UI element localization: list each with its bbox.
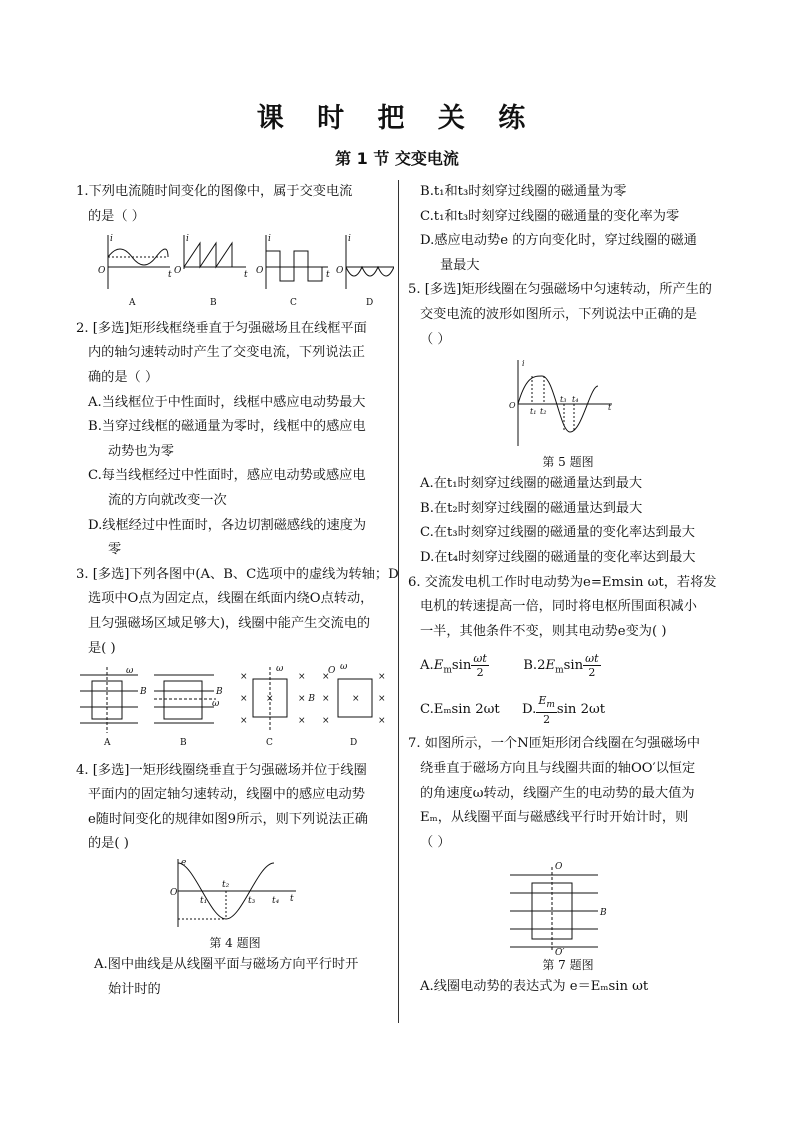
q6-stem-line1: 6. 交流发电机工作时电动势为e=Emsin ωt，若将发 — [408, 574, 717, 590]
q3-stem-line4: 是( ) — [88, 640, 116, 656]
question-3 — [76, 563, 399, 759]
q7-stem-line3: 的角速度ω转动，线圈产生的电动势的最大值为 — [420, 785, 695, 801]
svg-text:O: O — [256, 266, 264, 277]
q6-option-b: $B.2E_m\sin$ $\frac{\omega t}{2}$ — [523, 652, 599, 680]
svg-text:i: i — [522, 359, 525, 369]
svg-text:i: i — [186, 234, 189, 245]
question-6 — [408, 571, 728, 733]
q4-option-d-line2: 量最大 — [440, 257, 480, 273]
question-2 — [76, 317, 394, 563]
q2-option-d-line1: D.线框经过中性面时，各边切割磁感线的速度为 — [88, 517, 367, 533]
svg-text:ω: ω — [126, 666, 134, 677]
svg-text:O: O — [555, 862, 563, 873]
q6-options-cd — [408, 688, 728, 732]
q5-stem-line2: 交变电流的波形如图所示，下列说法中正确的是 — [420, 306, 697, 322]
q2-stem-line3: 确的是（ ） — [88, 369, 159, 385]
q2-stem-line1: 2. [多选]矩形线框绕垂直于匀强磁场且在线框平面 — [76, 320, 367, 336]
q4-figure — [76, 857, 394, 933]
svg-text:t₃: t₃ — [560, 395, 567, 405]
q2-option-c-line2: 流的方向就改变一次 — [108, 492, 227, 508]
svg-text:O: O — [98, 266, 106, 277]
q4-option-c: C.t₁和t₃时刻穿过线圈的磁通量的变化率为零 — [420, 208, 680, 224]
svg-text:O: O — [336, 266, 344, 277]
question-4 — [76, 759, 394, 1003]
svg-text:t: t — [608, 403, 612, 413]
q7-stem-line5: （ ） — [420, 834, 451, 850]
svg-text:×: × — [352, 694, 360, 705]
q6-option-c: C.Eₘsin 2ωt — [420, 702, 500, 718]
svg-text:×: × — [240, 694, 248, 705]
q4-caption: 第 4 题图 — [209, 936, 261, 951]
svg-text:O: O — [170, 888, 178, 899]
svg-text:×: × — [298, 672, 306, 683]
q2-option-d-line2: 零 — [108, 542, 122, 558]
page-title: 课 时 把 关 练 — [256, 103, 538, 134]
q6-option-d: D. $\frac{E_m}{2}$ sin 2ωt — [522, 693, 606, 726]
q4-option-d-line1: D.感应电动势e 的方向变化时，穿过线圈的磁通 — [420, 233, 697, 249]
svg-text:× B: × B — [298, 694, 316, 705]
question-1 — [76, 180, 394, 319]
q5-option-d: D.在t₄时刻穿过线圈的磁通量的变化率达到最大 — [420, 549, 696, 565]
q5-option-a: A.在t₁时刻穿过线圈的磁通量达到最大 — [420, 476, 643, 492]
svg-text:×: × — [266, 694, 274, 705]
q1-label-c: C — [290, 298, 297, 309]
q3-figure — [76, 661, 394, 759]
svg-text:i: i — [348, 234, 351, 245]
q6-option-a: $A.E_m\sin$ $\frac{\omega t}{2}$ — [420, 652, 487, 680]
q7-stem-line4: Eₘ，从线圈平面与磁感线平行时开始计时，则 — [420, 810, 689, 826]
q3-label-a: A — [104, 738, 111, 749]
right-column — [408, 180, 728, 1000]
q1-figure — [76, 229, 394, 319]
q3-stem-line3: 且匀强磁场区域足够大)，线圈中能产生交流电的 — [88, 615, 371, 631]
q1-label-d: D — [366, 298, 374, 309]
svg-text:×: × — [322, 694, 330, 705]
q5-stem-line3: （ ） — [420, 331, 451, 347]
q6-stem-line2: 电机的转速提高一倍，同时将电枢所围面积减小 — [420, 599, 697, 615]
svg-text:×: × — [378, 716, 386, 727]
q2-stem-line2: 内的轴匀速转动时产生了交变电流，下列说法正 — [88, 345, 365, 361]
svg-text:×: × — [378, 694, 386, 705]
q1-graphs-svg — [76, 229, 394, 309]
svg-text:ω: ω — [212, 699, 220, 710]
q3-label-b: B — [180, 738, 187, 749]
q5-option-b: B.在t₂时刻穿过线圈的磁通量达到最大 — [420, 500, 643, 516]
svg-text:t₄: t₄ — [572, 395, 579, 405]
question-7 — [408, 732, 728, 1000]
q5-option-c: C.在t₃时刻穿过线圈的磁通量的变化率达到最大 — [420, 525, 695, 541]
svg-text:t: t — [168, 270, 172, 281]
q4-option-a-line2: 始计时的 — [108, 981, 161, 997]
svg-text:O′: O′ — [555, 948, 565, 956]
q2-option-b-line1: B.当穿过线框的磁通量为零时，线框中的感应电 — [88, 419, 366, 435]
q2-option-a: A.当线框位于中性面时，线框中感应电动势最大 — [88, 394, 366, 410]
svg-text:t₄: t₄ — [272, 896, 280, 907]
section-subtitle: 第 1 节 交变电流 — [335, 149, 459, 168]
q7-stem-line2: 绕垂直于磁场方向且与线圈共面的轴OO′以恒定 — [420, 760, 696, 776]
q3-stem-line1: 3. [多选]下列各图中(A、B、C选项中的虚线为转轴；D — [76, 566, 399, 582]
svg-text:t₃: t₃ — [248, 896, 256, 907]
q5-figure — [408, 356, 728, 452]
q4-option-a-line1: A.图中曲线是从线圈平面与磁场方向平行时开 — [94, 957, 359, 973]
svg-text:B: B — [216, 687, 223, 698]
svg-text:O: O — [174, 266, 182, 277]
svg-text:t: t — [290, 894, 294, 905]
q7-stem-line1: 7. 如图所示，一个N匝矩形闭合线圈在匀强磁场中 — [408, 736, 701, 752]
q4-graph-svg — [76, 857, 394, 933]
column-divider — [398, 180, 399, 1023]
svg-text:t₂: t₂ — [222, 880, 230, 891]
q4-stem-line2: 平面内的固定轴匀速转动，线圈中的感应电动势 — [88, 787, 365, 803]
svg-text:t₁: t₁ — [530, 407, 537, 417]
svg-text:O: O — [328, 666, 336, 677]
svg-text:t: t — [326, 270, 330, 281]
q3-coils-svg — [76, 661, 394, 749]
svg-text:×: × — [240, 716, 248, 727]
svg-text:e: e — [181, 858, 187, 869]
q5-caption: 第 5 题图 — [542, 455, 594, 470]
q6-options-ab — [408, 644, 728, 688]
q1-label-a: A — [129, 298, 136, 309]
svg-text:×: × — [322, 672, 330, 683]
q7-option-a: A.线圈电动势的表达式为 e＝Eₘsin ωt — [420, 979, 649, 995]
q1-stem-line1: 1.下列电流随时间变化的图像中，属于交变电流 — [76, 184, 353, 199]
svg-text:t: t — [244, 270, 248, 281]
svg-text:B: B — [600, 908, 607, 919]
q3-label-d: D — [350, 738, 358, 749]
svg-text:ω: ω — [340, 662, 348, 673]
q5-stem-line1: 5. [多选]矩形线圈在匀强磁场中匀速转动，所产生的 — [408, 282, 712, 298]
q1-label-b: B — [210, 298, 217, 309]
q7-figure — [408, 859, 728, 955]
q6-stem-line3: 一半，其他条件不变，则其电动势e变为( ) — [420, 623, 667, 639]
q3-label-c: C — [266, 738, 273, 749]
svg-text:i: i — [110, 234, 113, 245]
q2-option-b-line2: 动势也为零 — [108, 443, 174, 459]
svg-text:ω: ω — [276, 664, 284, 675]
svg-text:t₁: t₁ — [200, 896, 208, 907]
q5-graph-svg — [408, 356, 728, 452]
svg-text:i: i — [268, 234, 271, 245]
q1-stem-line2: 的是（ ） — [88, 208, 145, 224]
svg-text:×: × — [378, 672, 386, 683]
q3-stem-line2: 选项中O点为固定点，线圈在纸面内绕O点转动， — [88, 591, 374, 607]
q7-caption: 第 7 题图 — [542, 958, 594, 973]
svg-text:×: × — [240, 672, 248, 683]
svg-text:×: × — [322, 716, 330, 727]
left-column — [76, 180, 399, 1002]
svg-text:B: B — [140, 687, 147, 698]
question-4-continued — [408, 180, 728, 278]
q4-stem-line3: e随时间变化的规律如图9所示，则下列说法正确 — [88, 811, 368, 827]
q4-option-b: B.t₁和t₃时刻穿过线圈的磁通量为零 — [420, 184, 627, 199]
q7-coil-svg — [408, 859, 728, 955]
svg-text:t₂: t₂ — [540, 407, 547, 417]
q2-option-c-line1: C.每当线框经过中性面时，感应电动势或感应电 — [88, 468, 366, 484]
q4-stem-line4: 的是( ) — [88, 836, 129, 852]
q4-stem-line1: 4. [多选]一矩形线圈绕垂直于匀强磁场并位于线圈 — [76, 762, 367, 778]
svg-text:O: O — [509, 401, 516, 411]
question-5 — [408, 278, 728, 570]
q6-option-d-rest: sin 2ωt — [556, 702, 606, 718]
svg-text:×: × — [298, 716, 306, 727]
